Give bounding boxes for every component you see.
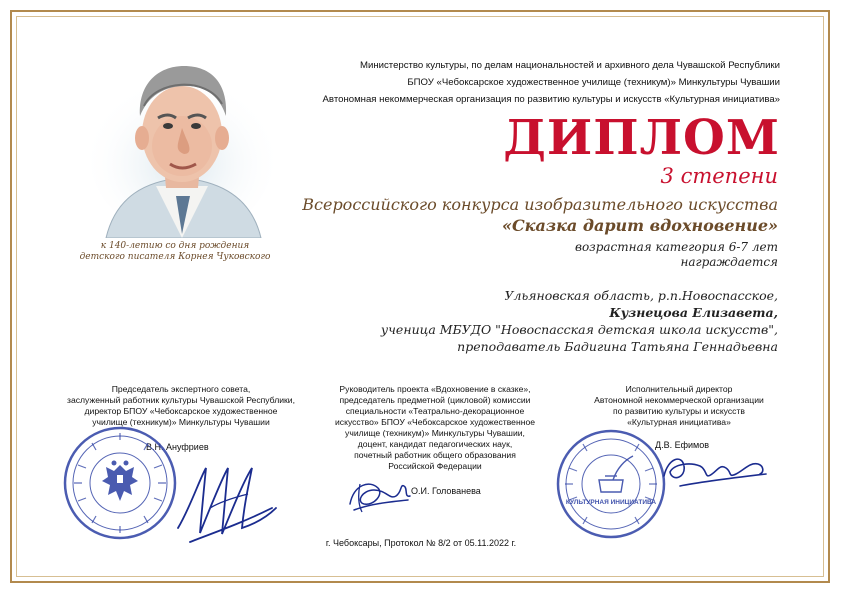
signatory-line: доцент, кандидат педагогических наук, <box>357 439 513 449</box>
organizations-header <box>323 57 780 108</box>
signatory-line: председатель предметной (цикловой) комиссии <box>339 395 531 405</box>
age-block <box>575 240 778 270</box>
contest-line: Всероссийского конкурса изобразительного искусства <box>302 195 778 214</box>
signatory-line: специальности «Театрально-декорационное <box>345 406 525 416</box>
contest-info <box>302 194 778 236</box>
age-category: возрастная категория 6-7 лет <box>574 240 778 254</box>
recipient-teacher: преподаватель Бадигина Татьяна Геннадьевна <box>457 339 778 354</box>
contest-name: «Сказка дарит вдохновение» <box>501 216 778 235</box>
signatory-line: почетный работник общего образования <box>354 450 516 460</box>
signature-golovaneva <box>344 474 416 514</box>
organization-line: Министерство культуры, по делам национальностей и архивного дела Чувашской Республики <box>359 60 780 71</box>
signatory-executive-director <box>556 384 802 428</box>
diploma-title: ДИПЛОМ <box>503 110 780 166</box>
signatory-line: Исполнительный директор <box>625 384 733 394</box>
recipient-block <box>381 287 778 355</box>
signatory-line: Председатель экспертного совета, <box>111 384 251 394</box>
signatory-line: Автономной некоммерческой организации <box>594 395 764 405</box>
signatory-line: Руководитель проекта «Вдохновение в сказке», <box>339 384 531 394</box>
official-seal-left <box>62 425 178 541</box>
signatory-line: училище (техникум)» Минкультуры Чувашии <box>92 417 270 427</box>
official-seal-right <box>555 428 667 540</box>
portrait-illustration <box>86 46 278 238</box>
footer-protocol: г. Чебоксары, Протокол № 8/2 от 05.11.2022 г. <box>325 538 517 548</box>
organization-line: Автономная некоммерческая организация по развитию культуры и искусств «Культурная инициатива» <box>322 94 780 105</box>
recipient-school: ученица МБУДО "Новоспасская детская школа искусств", <box>380 322 778 337</box>
signature-efimov <box>660 448 770 492</box>
caption-line: детского писателя Корнея Чуковского <box>79 252 271 262</box>
diploma-degree: 3 степени <box>660 164 778 188</box>
recipient-region: Ульяновская область, р.п.Новоспасское, <box>504 288 778 303</box>
signatory-line: по развитию культуры и искусств <box>613 406 745 416</box>
signatory-name: Д.В. Ефимов <box>655 440 710 450</box>
signatory-name: О.И. Голованева <box>411 486 481 496</box>
signatory-line: заслуженный работник культуры Чувашской Республики, <box>67 395 295 405</box>
caption-line: к 140-летию со дня рождения <box>100 241 250 251</box>
signature-anufriev <box>170 438 280 550</box>
signatory-line: искусство» БПОУ «Чебоксарское художественное <box>334 417 536 427</box>
signatory-line: директор БПОУ «Чебоксарское художественное <box>84 406 278 416</box>
organization-line: БПОУ «Чебоксарское художественное училище (техникум)» Минкультуры Чувашии <box>407 77 780 88</box>
signatory-line: «Культурная инициатива» <box>627 417 731 427</box>
awarded-label: награждается <box>680 255 778 269</box>
signatory-line: училище (техникум)» Минкультуры Чувашии, <box>345 428 525 438</box>
seal-text: КУЛЬТУРНАЯ ИНИЦИАТИВА <box>565 499 657 506</box>
portrait-caption <box>60 241 290 263</box>
signatory-name: В.Н. Ануфриев <box>146 442 209 452</box>
signatory-line: Российской Федерации <box>388 461 482 471</box>
signatory-project-lead <box>310 384 560 472</box>
recipient-name: Кузнецова Елизавета, <box>609 305 778 320</box>
signatory-expert-council <box>36 384 326 428</box>
